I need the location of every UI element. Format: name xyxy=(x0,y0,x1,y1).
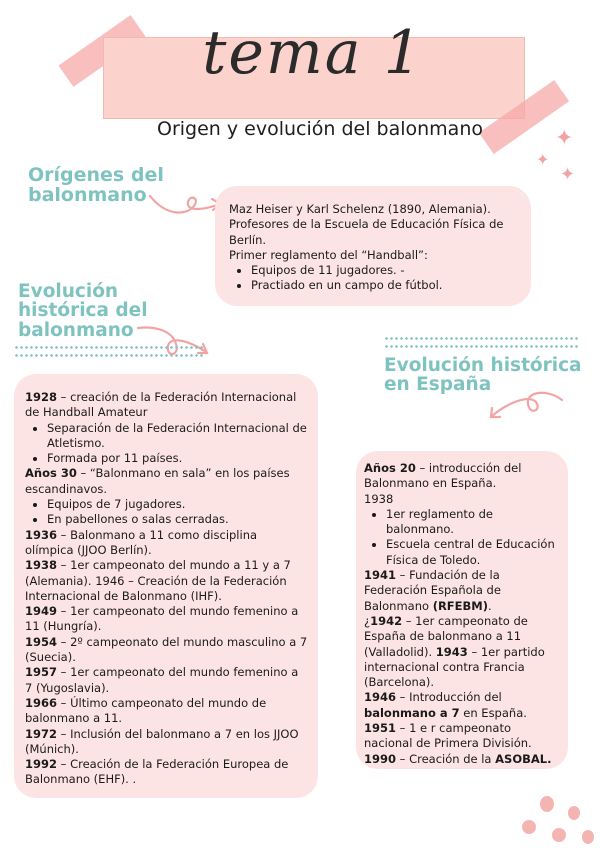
entry-year: 1928 xyxy=(25,390,58,404)
entry-year: 1938 xyxy=(25,558,58,573)
timeline-entry: 1938 xyxy=(364,491,394,506)
entry-text: – Fundación de la Federación Española de Balonmano xyxy=(364,568,501,613)
timeline-entry xyxy=(364,721,562,752)
list-item: • Equipos de 7 jugadores. xyxy=(47,497,308,512)
history-heading-line: balonmano xyxy=(18,319,134,341)
timeline-entry xyxy=(25,635,308,666)
entry-text: – 1er campeonato de España de balonmano a 11 (Valladolid). xyxy=(364,613,528,659)
origins-bullets xyxy=(229,263,519,294)
decor-dot xyxy=(522,820,536,834)
entry-year: Años 20 xyxy=(364,461,416,475)
list-item: • Equipos de 11 jugadores. - xyxy=(251,263,519,278)
entry-year: 1972 xyxy=(25,726,58,741)
list-item: • En pabellones o salas cerradas. xyxy=(47,512,308,527)
entry-bullets xyxy=(25,497,308,528)
entry-year: 1949 xyxy=(25,604,58,619)
entry-text: ¿ xyxy=(364,613,371,628)
timeline-entry xyxy=(364,752,562,767)
entry-bold: ASOBAL. xyxy=(495,751,552,766)
timeline-entry xyxy=(25,528,308,559)
origins-line: Profesores de la Escuela de Educación Física de xyxy=(229,217,504,232)
timeline-entry xyxy=(364,568,562,614)
sparkle-icon: ✦ xyxy=(560,164,576,185)
list-item: • Separación de la Federación Internacional de Atletismo. xyxy=(47,421,308,452)
entry-text: – 1er campeonato del mundo femenino a 11 (Hungría). xyxy=(25,604,299,634)
timeline-entry xyxy=(25,604,308,635)
entry-year: 1992 xyxy=(25,757,58,772)
list-item: • Practiado en un campo de fútbol. xyxy=(251,278,519,293)
entry-year: 1957 xyxy=(25,665,58,680)
origins-line: Primer reglamento del “Handball”: xyxy=(229,247,428,262)
spain-card xyxy=(356,451,568,769)
entry-year: 1942 xyxy=(370,613,403,628)
entry-year: 1936 xyxy=(25,527,58,542)
spain-heading-line: Evolución histórica xyxy=(384,355,582,376)
entry-bullets xyxy=(25,421,308,467)
entry-text: – 1er campeonato del mundo femenino a 7 (Yugoslavia). xyxy=(25,665,299,695)
timeline-entry xyxy=(364,461,562,492)
page-subtitle: Origen y evolución del balonmano xyxy=(156,118,483,140)
timeline-entry xyxy=(25,727,308,758)
entry-year: 1943 xyxy=(435,644,468,659)
sparkle-icon: ✦ xyxy=(536,150,550,169)
origins-heading-line: balonmano xyxy=(28,183,147,206)
decor-dot xyxy=(552,828,566,842)
entry-text: – Inclusión del balonmano a 7 en los JJOO (Múnich). xyxy=(25,726,299,756)
entry-text: . xyxy=(487,598,492,613)
dotted-divider xyxy=(14,354,204,357)
timeline-entry xyxy=(25,390,308,421)
entry-text: en España. xyxy=(459,705,527,720)
timeline-entry xyxy=(25,696,308,727)
entry-text: – 1er partido internacional contra Francia (Barcelona). xyxy=(364,644,545,690)
entry-text: – introducción del Balonmano en España. xyxy=(364,461,522,491)
list-item: • Formada por 11 países. xyxy=(47,451,308,466)
spain-heading-line: en España xyxy=(384,374,492,396)
list-item: • Escuela central de Educación Física de Toledo. xyxy=(386,537,562,568)
entry-year: 1990 xyxy=(364,751,397,766)
dotted-divider xyxy=(384,345,580,348)
entry-year: 1966 xyxy=(25,695,58,710)
entry-year: 1941 xyxy=(364,568,397,583)
timeline-entry xyxy=(364,690,562,721)
page-title: tema 1 xyxy=(202,18,424,88)
entry-bullets xyxy=(364,507,562,568)
entry-text: – Balonmano a 11 como disciplina olímpica (JJOO Berlín). xyxy=(25,527,258,557)
origins-heading xyxy=(28,166,164,206)
timeline-entry xyxy=(25,757,308,788)
entry-text: – 1er campeonato del mundo a 11 y a 7 (Alemania). 1946 – Creación de la Federación Internacional de Balonmano (IHF). xyxy=(25,558,291,603)
timeline-entry xyxy=(25,466,308,497)
list-item: • 1er reglamento de balonmano. xyxy=(386,507,562,538)
entry-text: – 2º campeonato del mundo masculino a 7 (Suecia). xyxy=(25,634,308,665)
entry-year: 1954 xyxy=(25,634,58,649)
entry-text: – “Balonmano en sala” en los países escandinavos. xyxy=(25,466,290,496)
history-heading-line: histórica del xyxy=(18,300,148,322)
entry-year: Años 30 xyxy=(25,466,77,481)
entry-text: – Introducción del xyxy=(396,690,502,705)
entry-year: 1946 xyxy=(364,690,397,705)
decor-dot xyxy=(540,796,554,812)
curly-arrow-icon xyxy=(146,186,226,222)
entry-text: – 1 e r campeonato nacional de Primera División. xyxy=(364,721,532,751)
sparkle-icon: ✦ xyxy=(555,126,574,151)
history-heading xyxy=(18,282,148,340)
history-card xyxy=(14,374,318,798)
entry-bold: balonmano a 7 xyxy=(364,705,460,720)
origins-line: Maz Heiser y Karl Schelenz (1890, Alemania). xyxy=(229,202,491,216)
entry-year: 1951 xyxy=(364,721,397,736)
dotted-divider xyxy=(384,337,580,340)
history-heading-line: Evolución xyxy=(18,281,119,302)
curly-arrow-icon xyxy=(486,386,566,422)
origins-heading-line: Orígenes del xyxy=(28,164,164,186)
origins-card xyxy=(215,186,531,306)
entry-bold: (RFEBM) xyxy=(432,598,488,613)
origins-line: Berlín. xyxy=(229,232,267,247)
entry-text: – Último campeonato del mundo de balonmano a 11. xyxy=(25,695,267,726)
timeline-entry xyxy=(25,558,308,604)
entry-text: – Creación de la Federación Europea de Balonmano (EHF). . xyxy=(25,757,289,787)
decor-dot xyxy=(568,806,580,820)
entry-text: – creación de la Federación Internacional de Handball Amateur xyxy=(25,390,297,420)
entry-text: – Creación de la xyxy=(396,751,496,766)
decor-dot xyxy=(582,830,594,844)
dotted-divider xyxy=(14,346,204,349)
timeline-entry xyxy=(364,614,562,690)
timeline-entry xyxy=(25,665,308,696)
